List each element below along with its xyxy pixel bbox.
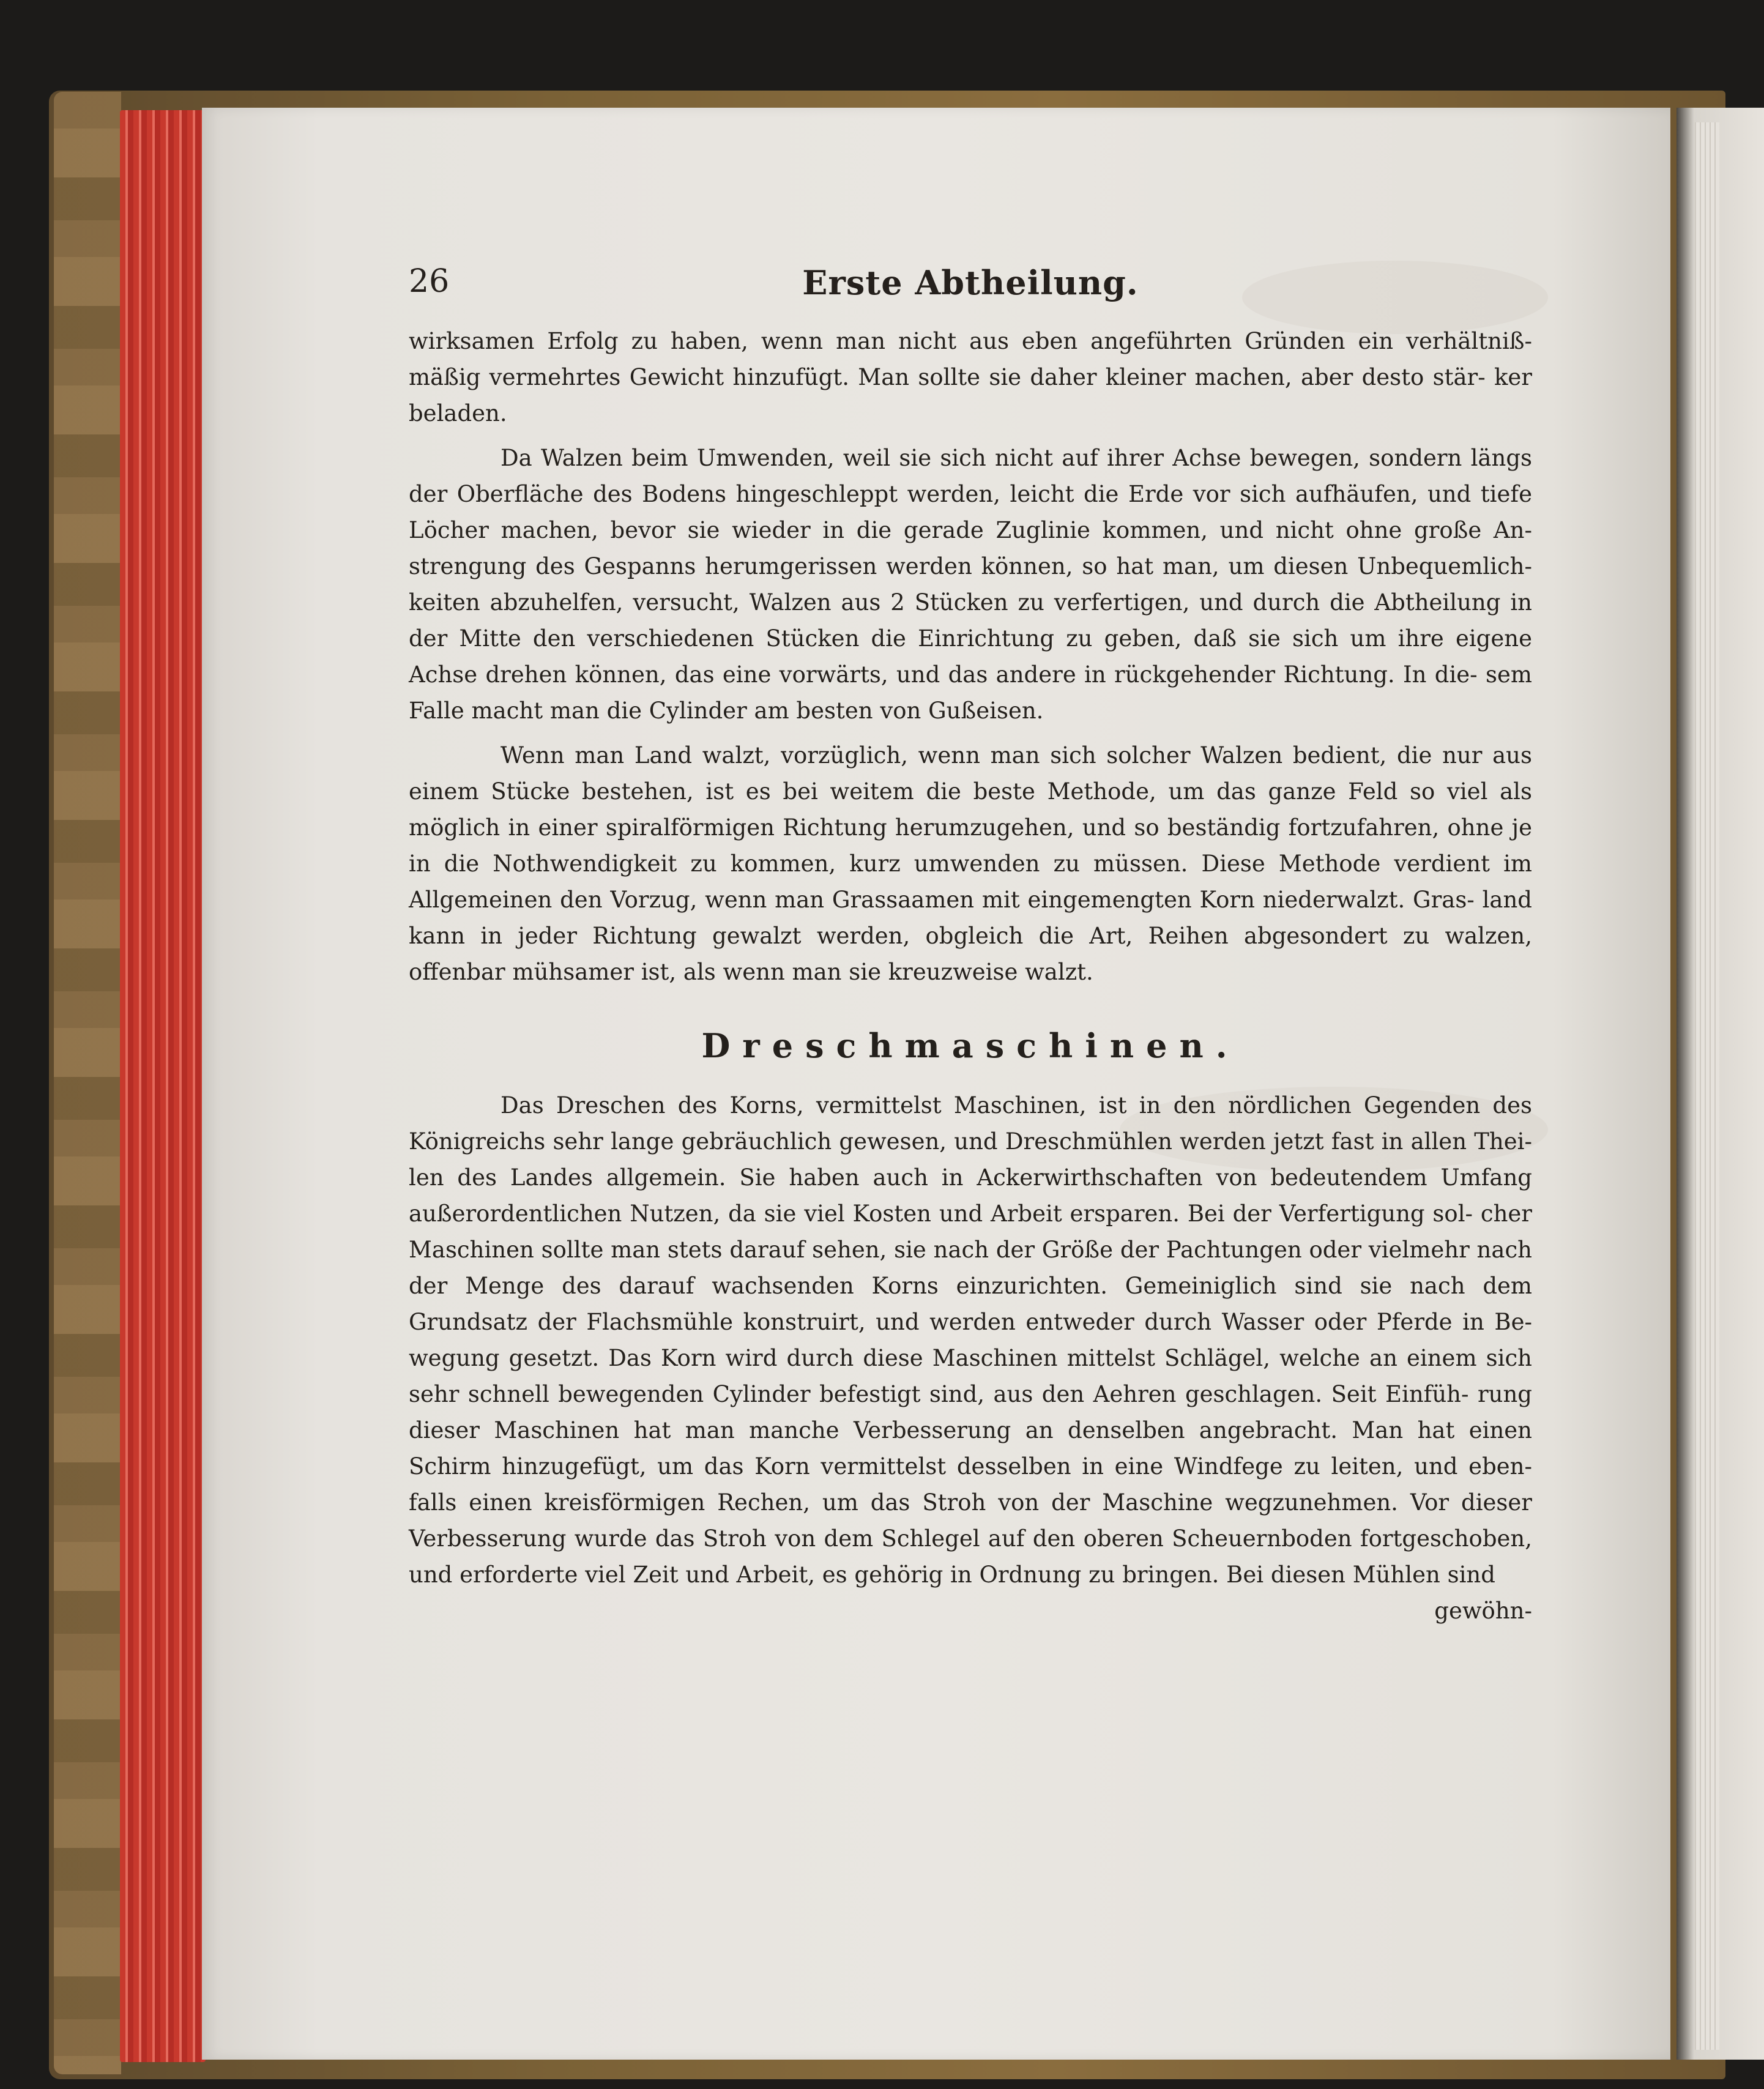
- book-spine: [54, 92, 121, 2074]
- paragraph: wirksamen Erfolg zu haben, wenn man nicht aus eben angeführten Gründen ein verhältniß- mäßig vermehrtes Gewicht hinzufügt. Man sollte sie daher kleiner machen, aber desto stär- ker beladen.: [409, 328, 1532, 426]
- red-page-edges: [120, 110, 206, 2062]
- paragraph: Das Dreschen des Korns, vermittelst Maschinen, ist in den nördlichen Gegenden des Königreichs sehr lange gebräuchlich gewesen, und Dreschmühlen werden jetzt fast in allen Thei- len des Landes allgemein. Sie haben auch in Ackerwirthschaften von bedeutendem Umfang außerordentlichen Nutzen, da sie viel Kosten und Arbeit ersparen. Bei der Verfertigung sol- cher Maschinen sollte man stets darauf sehen, sie nach der Größe der Pachtungen oder vielmehr nach der Menge des darauf wachsenden Korns einzurichten. Gemeiniglich sind sie nach dem Grundsatz der Flachsmühle konstruirt, und werden entweder durch Wasser oder Pferde in Be- wegung gesetzt. Das Korn wird durch diese Maschinen mittelst Schlägel, welche an einem sich sehr schnell bewegenden Cylinder befestigt sind, aus den Aehren geschlagen. Seit Einfüh- rung dieser Maschinen hat man manche Verbesserung an denselben angebracht. Man hat einen Schirm hinzugefügt, um das Korn vermittelst desselben in eine Windfege zu leiten, und eben- falls einen kreisförmigen Rechen, um das Stroh von der Maschine wegzunehmen. Vor dieser Verbesserung wurde das Stroh von dem Schlegel auf den oberen Scheuernboden fortgeschoben, und erforderte viel Zeit und Arbeit, es gehörig in Ordnung zu bringen. Bei diesen Mühlen sind: [409, 1092, 1532, 1588]
- running-title: Erste Abtheilung.: [802, 263, 1139, 302]
- section-heading: Dreschmaschinen.: [701, 1026, 1240, 1065]
- page-header: [409, 263, 1532, 306]
- paragraph: Da Walzen beim Umwenden, weil sie sich nicht auf ihrer Achse bewegen, sondern längs der Oberfläche des Bodens hingeschleppt werden, leicht die Erde vor sich aufhäufen, und tiefe Löcher machen, bevor sie wieder in die gerade Zuglinie kommen, und nicht ohne große An- strengung des Gespanns herumgerissen werden können, so hat man, um diesen Unbequemlich- keiten abzuhelfen, versucht, Walzen aus 2 Stücken zu verfertigen, und durch die Abtheilung in der Mitte den verschiedenen Stücken die Einrichtung zu geben, daß sie sich um ihre eigene Achse drehen können, das eine vorwärts, und das andere in rückgehender Richtung. In die- sem Falle macht man die Cylinder am besten von Gußeisen.: [409, 445, 1532, 724]
- body-text: [409, 323, 1532, 1629]
- page-number: 26: [409, 263, 450, 300]
- catchword: gewöhn-: [1434, 1598, 1532, 1624]
- facing-page-edge: [1677, 108, 1764, 2060]
- facing-page-leaves: [1695, 122, 1719, 2050]
- paragraph: Wenn man Land walzt, vorzüglich, wenn man sich solcher Walzen bedient, die nur aus einem Stücke bestehen, ist es bei weitem die beste Methode, um das ganze Feld so viel als möglich in einer spiralförmigen Richtung herumzugehen, und so beständig fortzufahren, ohne je in die Nothwendigkeit zu kommen, kurz umwenden zu müssen. Diese Methode verdient im Allgemeinen den Vorzug, wenn man Grassaamen mit eingemengten Korn niederwalzt. Gras- land kann in jeder Richtung gewalzt werden, obgleich die Art, Reihen abgesondert zu walzen, offenbar mühsamer ist, als wenn man sie kreuzweise walzt.: [409, 742, 1532, 985]
